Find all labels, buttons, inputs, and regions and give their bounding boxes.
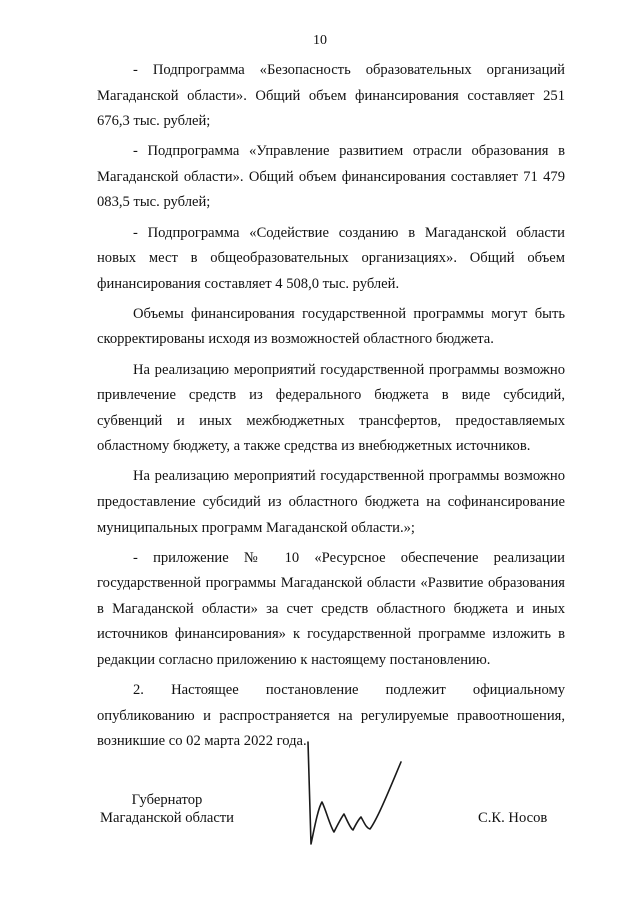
signer-title [97, 791, 237, 827]
paragraph-subprogram-new-places: - Подпрограмма «Содействие созданию в Магаданской области новых мест в общеобразовательных организациях». Общий объем финансирования составляет 4 508,0 тыс. рублей. [97, 224, 565, 292]
signature-block [0, 740, 640, 860]
document-body [97, 58, 565, 759]
paragraph-federal-funds: На реализацию мероприятий государственной программы возможно привлечение средств из федерального бюджета в виде субсидий, субвенций и иных межбюджетных трансфертов, предоставляемых областному бюджету, а также средства из внебюджетных источников. [97, 361, 565, 455]
signer-title-line2: Магаданской области [100, 810, 234, 826]
handwritten-signature-icon [300, 740, 410, 855]
paragraph-municipal-subsidies: На реализацию мероприятий государственной программы возможно предоставление субсидий из областного бюджета на софинансирование муниципальных программ Магаданской области.»; [97, 468, 565, 536]
page-number: 10 [313, 33, 327, 48]
signer-name: С.К. Носов [478, 810, 548, 826]
paragraph-appendix-10: - приложение № 10 «Ресурсное обеспечение реализации государственной программы Магаданской области «Развитие образования в Магаданской области» за счет средств областного бюджета и иных источников финансирования» к государственной программе изложить в редакции согласно приложению к настоящему постановлению. [97, 549, 565, 669]
signer-title-line1: Губернатор [131, 792, 203, 808]
paragraph-funding-adjustment: Объемы финансирования государственной программы могут быть скорректированы исходя из возможностей областного бюджета. [97, 305, 565, 348]
paragraph-publication: 2. Настоящее постановление подлежит официальному опубликованию и распространяется на регулируемые правоотношения, возникшие со 02 марта 2022 года. [97, 682, 565, 750]
paragraph-subprogram-management: - Подпрограмма «Управление развитием отрасли образования в Магаданской области». Общий объем финансирования составляет 71 479 083,5 тыс. рублей; [97, 143, 565, 211]
paragraph-subprogram-safety: - Подпрограмма «Безопасность образовательных организаций Магаданской области». Общий объем финансирования составляет 251 676,3 тыс. рублей; [97, 62, 565, 130]
